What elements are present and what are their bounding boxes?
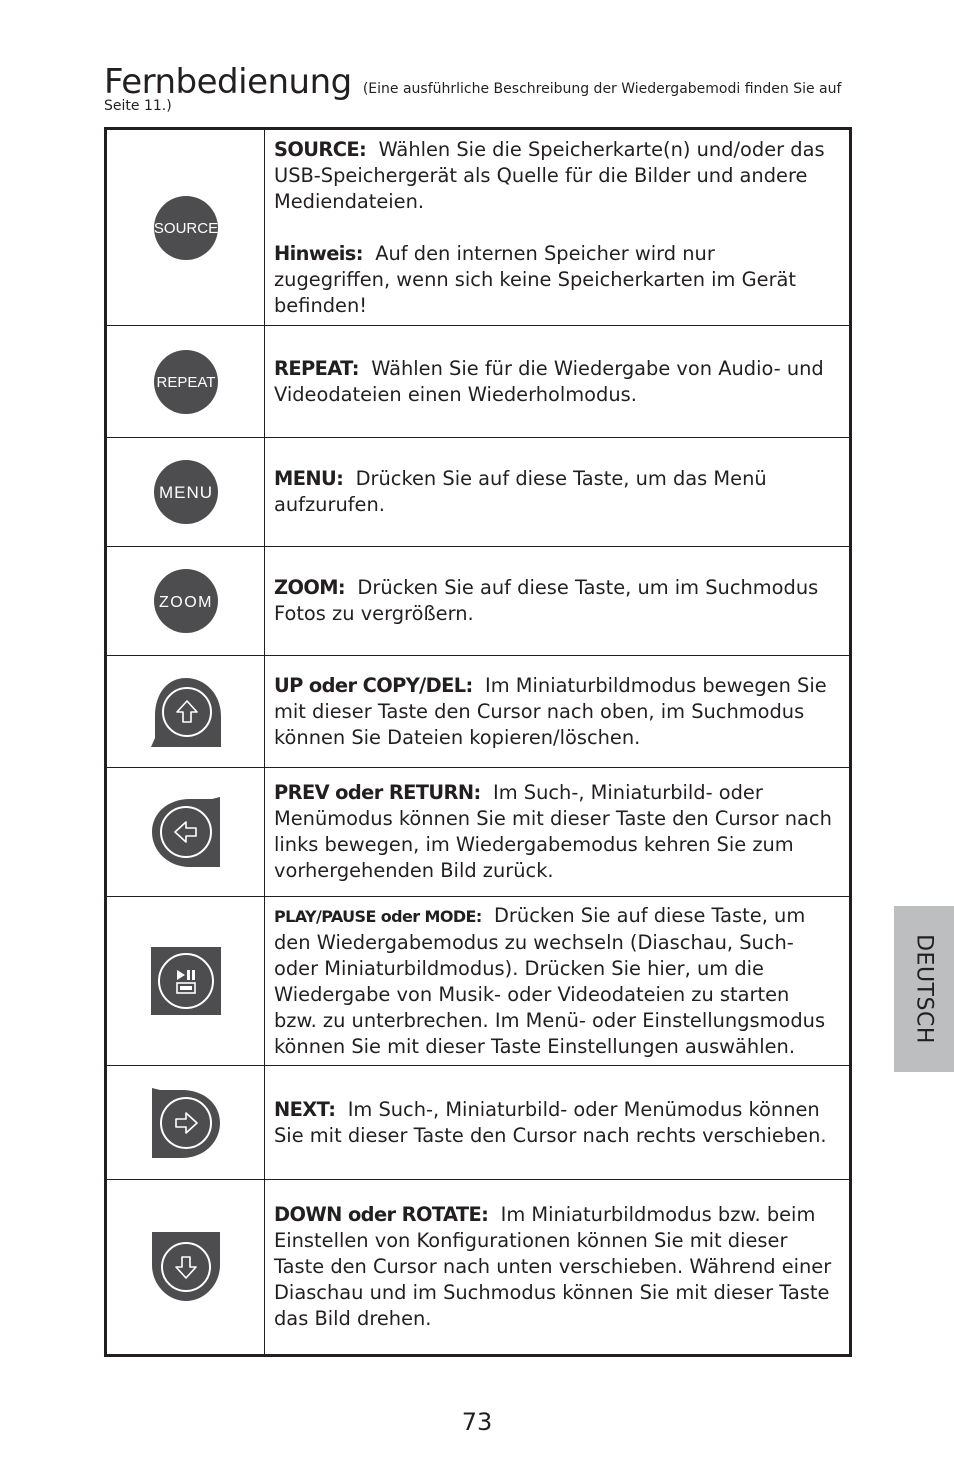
- button-description: Drücken Sie auf diese Taste, um den Wiedergabemodus zu wechseln (Diaschau, Such- oder Miniaturbildmodus). Drücken Sie hier, um die Wiedergabe von Musik- oder Videodateien zu starten bzw. zu unterbrechen. Im Menü- oder Einstellungsmodus können Sie mit dieser Taste Einstellungen auswählen.: [274, 903, 826, 1058]
- zoom-icon-label: ZOOM: [158, 594, 213, 611]
- icon-cell: [106, 547, 265, 656]
- icon-cell: [106, 326, 265, 438]
- table-row: [106, 768, 851, 897]
- zoom-button-icon: [153, 568, 219, 634]
- icon-cell: [106, 129, 265, 326]
- button-name: MENU:: [274, 467, 344, 490]
- note-text: Auf den internen Speicher wird nur zugegriffen, wenn sich keine Speicherkarten im Gerät befinden!: [274, 241, 797, 317]
- table-row: [106, 129, 851, 326]
- icon-cell: [106, 1180, 265, 1356]
- description-cell: [265, 1066, 851, 1180]
- button-name: PREV oder RETURN:: [274, 781, 481, 804]
- up-arrow-button-icon: [149, 676, 223, 748]
- icon-cell: [106, 897, 265, 1066]
- button-description: Im Such-, Miniaturbild- oder Menümodus können Sie mit dieser Taste den Cursor nach rechts verschieben.: [274, 1097, 827, 1147]
- note-label: Hinweis:: [274, 241, 363, 265]
- button-description: Im Miniaturbildmodus bewegen Sie mit dieser Taste den Cursor nach oben, im Suchmodus können Sie Dateien kopieren/löschen.: [274, 673, 827, 749]
- icon-cell: [106, 1066, 265, 1180]
- remote-control-table: [104, 127, 852, 1357]
- description-cell: [265, 656, 851, 768]
- description-cell: [265, 547, 851, 656]
- source-button-icon: [153, 195, 219, 261]
- down-arrow-button-icon: [150, 1231, 222, 1303]
- page-title: Fernbedienung: [104, 62, 352, 102]
- table-row: [106, 547, 851, 656]
- button-description: Wählen Sie die Speicherkarte(n) und/oder das USB-Speichergerät als Quelle für die Bilder und andere Mediendateien.: [274, 137, 825, 213]
- button-description: Drücken Sie auf diese Taste, um das Menü aufzurufen.: [274, 467, 767, 516]
- play-pause-button-icon: [150, 946, 222, 1016]
- description-cell: [265, 768, 851, 897]
- language-tab-label: DEUTSCH: [911, 934, 937, 1044]
- button-name: PLAY/PAUSE oder MODE:: [274, 906, 482, 926]
- left-arrow-button-icon: [150, 795, 222, 869]
- table-row: [106, 656, 851, 768]
- button-description: Im Such-, Miniaturbild- oder Menümodus können Sie mit dieser Taste den Cursor nach links bewegen, im Wiedergabemodus kehren Sie zum vorhergehenden Bild zurück.: [274, 781, 832, 882]
- description-cell: [265, 438, 851, 547]
- table-row: [106, 438, 851, 547]
- language-tab: [894, 906, 954, 1072]
- page-number: 73: [461, 1408, 493, 1436]
- repeat-icon-label: REPEAT: [156, 373, 215, 391]
- table-row: [106, 1180, 851, 1356]
- button-description: Drücken Sie auf diese Taste, um im Suchmodus Fotos zu vergrößern.: [274, 576, 819, 625]
- description-cell: [265, 1180, 851, 1356]
- description-cell: [265, 897, 851, 1066]
- button-name: UP oder COPY/DEL:: [274, 673, 473, 697]
- right-arrow-button-icon: [150, 1086, 222, 1160]
- button-name: SOURCE:: [274, 137, 367, 161]
- menu-button-icon: [153, 459, 219, 525]
- page-subtitle: (Eine ausführliche Beschreibung der Wiedergabemodi finden Sie auf: [362, 81, 842, 97]
- page-header: [104, 62, 844, 102]
- menu-icon-label: MENU: [158, 483, 213, 502]
- button-description: Wählen Sie für die Wiedergabe von Audio- und Videodateien einen Wiederholmodus.: [274, 356, 824, 406]
- page-subtitle-continued: Seite 11.): [104, 98, 172, 114]
- button-name: REPEAT:: [274, 356, 359, 380]
- table-row: [106, 326, 851, 438]
- button-name: ZOOM:: [274, 576, 346, 599]
- button-name: NEXT:: [274, 1097, 336, 1121]
- icon-cell: [106, 438, 265, 547]
- description-cell: [265, 326, 851, 438]
- table-row: [106, 1066, 851, 1180]
- button-description: Im Miniaturbildmodus bzw. beim Einstellen von Konfigurationen können Sie mit dieser Taste den Cursor nach unten verschieben. Während einer Diaschau und im Suchmodus können Sie mit dieser Taste das Bild drehen.: [274, 1203, 832, 1330]
- source-icon-label: SOURCE: [153, 219, 218, 237]
- button-name: DOWN oder ROTATE:: [274, 1203, 489, 1226]
- table-row: [106, 897, 851, 1066]
- icon-cell: [106, 656, 265, 768]
- description-cell: [265, 129, 851, 326]
- icon-cell: [106, 768, 265, 897]
- repeat-button-icon: [153, 349, 219, 415]
